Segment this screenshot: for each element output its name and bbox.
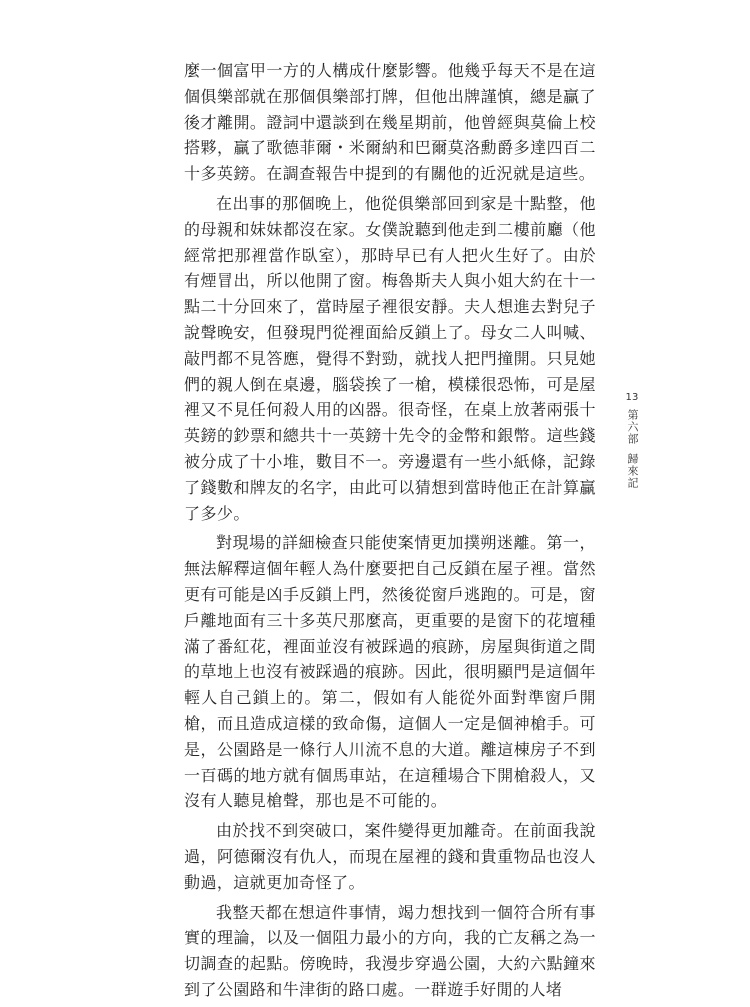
page-number: 13 xyxy=(625,392,639,403)
paragraph-the-night: 在出事的那個晚上，他從俱樂部回到家是十點整，他的母親和妹妹都沒在家。女僕說聽到他走到二樓前廳（他經常把那裡當作臥室），那時早已有人把火生好了。由於有煙冒出，所以他開了窗。梅魯斯夫人與小姐大約在十一點二十分回來了，當時屋子裡很安靜。夫人想進去對兒子說聲晚安，但發現門從裡面給反鎖上了。母女二人叫喊、敲門都不見答應，覺得不對勁，就找人把門撞開。只見她們的親人倒在桌邊，腦袋挨了一槍，模樣很恐怖，可是屋裡又不見任何殺人用的凶器。很奇怪，在桌上放著兩張十英鎊的鈔票和總共十一英鎊十先令的金幣和銀幣。這些錢被分成了十小堆，數目不一。旁邊還有一些小紙條，記錄了錢數和牌友的名字，由此可以猜想到當時他正在計算贏了多少。 xyxy=(184,193,596,523)
side-margin xyxy=(622,392,642,489)
paragraph-continued: 麼一個富甲一方的人構成什麼影響。他幾乎每天不是在這個俱樂部就在那個俱樂部打牌，但他出牌謹慎，總是贏了後才離開。證詞中還談到在幾星期前，他曾經與莫倫上校搭夥，贏了歌德菲爾・米爾納和巴爾莫洛勳爵多達四百二十多英鎊。在調查報告中提到的有關他的近況就是這些。 xyxy=(184,61,596,184)
part-title: 第六部 xyxy=(626,409,639,445)
paragraph-all-day-thinking: 我整天都在想這件事情，竭力想找到一個符合所有事實的理論，以及一個阻力最小的方向，我的亡友稱之為一切調查的起點。傍晚時，我漫步穿過公園，大約六點鐘來到了公園路和牛津街的路口處。一群遊手好閒的人堵 xyxy=(184,902,596,999)
body-text xyxy=(184,58,596,1007)
paragraph-no-breakthrough: 由於找不到突破口，案件變得更加離奇。在前面我說過，阿德爾沒有仇人，而現在屋裡的錢和貴重物品也沒人動過，這就更加奇怪了。 xyxy=(184,821,596,892)
paragraph-scene-examination: 對現場的詳細檢查只能使案情更加撲朔迷離。第一，無法解釋這個年輕人為什麼要把自己反鎖在屋子裡。當然更有可能是凶手反鎖上門，然後從窗戶逃跑的。可是，窗戶離地面有三十多英尺那麼高，更重要的是窗下的花壇種滿了番紅花，裡面並沒有被踩過的痕跡，房屋與街道之間的草地上也沒有被踩過的痕跡。因此，很明顯門是這個年輕人自己鎖上的。第二，假如有人能從外面對準窗戶開槍，而且造成這樣的致命傷，這個人一定是個神槍手。可是，公園路是一條行人川流不息的大道。離這棟房子不到一百碼的地方就有個馬車站，在這種場合下開槍殺人，又沒有人聽見槍聲，那也是不可能的。 xyxy=(184,533,596,811)
chapter-title: 歸來記 xyxy=(626,453,639,489)
